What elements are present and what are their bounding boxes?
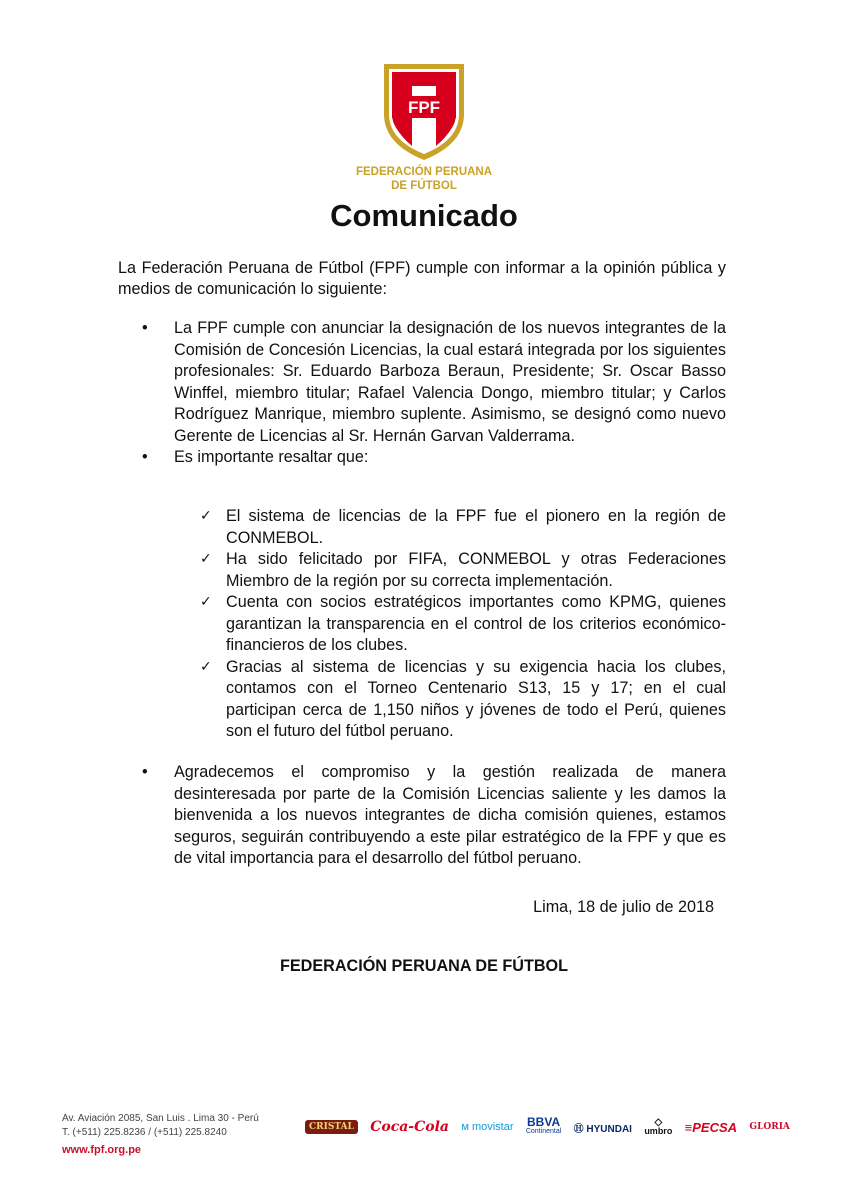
sponsor-bbva-logo [526, 1117, 561, 1137]
check-item-text: Gracias al sistema de licencias y su exigencia hacia los clubes, contamos con el Torneo Centenario S13, 15 y 17; en el cual participan cerca de 1,150 niños y jóvenes de todo el Perú, quienes son el futuro del fútbol peruano. [226, 657, 726, 740]
sponsor-gloria-logo: GLORIA [749, 1122, 790, 1132]
movistar-m-icon: ᴍ [461, 1121, 472, 1133]
bbva-sub-label: Continental [525, 1128, 562, 1135]
sponsor-cocacola-logo: Coca-Cola [370, 1119, 449, 1135]
checkmark-icon: ✓ [200, 658, 212, 675]
list-item [118, 762, 726, 870]
intro-paragraph: La Federación Peruana de Fútbol (FPF) cumple con informar a la opinión pública y medios de comunicación lo siguiente: [118, 259, 726, 298]
movistar-label: movistar [471, 1121, 514, 1133]
list-item [118, 318, 726, 447]
check-item [118, 592, 726, 657]
pecsa-label: PECSA [692, 1119, 738, 1135]
footer-website-link[interactable]: www.fpf.org.pe [62, 1144, 142, 1156]
bbva-label: BBVA [527, 1115, 561, 1129]
checkmark-icon: ✓ [200, 508, 212, 524]
page-title: Comunicado [330, 198, 518, 233]
pecsa-stripes-icon: ≡ [684, 1119, 693, 1135]
umbro-label: umbro [644, 1126, 673, 1136]
checkmark-icon: ✓ [200, 551, 212, 567]
footer-contact [62, 1112, 259, 1157]
bullet-list [118, 318, 726, 469]
footer-address: Av. Aviación 2085, San Luis . Lima 30 - Perú [62, 1113, 259, 1124]
closing-bullet-list [118, 762, 726, 870]
sponsor-logos [305, 1112, 790, 1142]
check-item-text: El sistema de licencias de la FPF fue el pionero en la región de CONMEBOL. [226, 507, 726, 547]
bullet-icon: • [142, 763, 148, 781]
fpf-shield-icon [382, 62, 466, 162]
hyundai-h-icon: Ⓗ [573, 1123, 587, 1135]
umbro-diamond-icon: ◇ [654, 1117, 663, 1128]
check-item-text: Cuenta con socios estratégicos importantes como KPMG, quienes garantizan la transparencia en el control de los criterios económico-financieros de los clubes. [226, 593, 726, 654]
sponsor-cristal-logo: CRISTAL [305, 1120, 358, 1134]
org-name-line1: FEDERACIÓN PERUANA [355, 166, 493, 178]
list-item-text: Agradecemos el compromiso y la gestión realizada de manera desinteresada por parte de la Comisión Licencias saliente y les damos la bienvenida a los nuevos integrantes de dicha comisión quienes, estamos seguros, seguirán contribuyendo a este pilar estratégico de la FPF y que es de vital importancia para el desarrollo del fútbol peruano. [174, 763, 726, 867]
logo-letters: FPF [407, 98, 441, 117]
sponsor-movistar-logo [461, 1121, 513, 1133]
checkmark-icon: ✓ [200, 594, 212, 610]
bullet-icon: • [142, 448, 148, 466]
hyundai-label: HYUNDAI [586, 1123, 632, 1135]
check-item-text: Ha sido felicitado por FIFA, CONMEBOL y otras Federaciones Miembro de la región por su correcta implementación. [226, 550, 726, 590]
sponsor-umbro-logo [644, 1118, 672, 1136]
footer-phone: T. (+511) 225.8236 / (+511) 225.8240 [62, 1127, 227, 1138]
check-list [118, 506, 726, 743]
check-item [118, 506, 726, 549]
fpf-crest-logo [382, 62, 466, 162]
list-item-text: La FPF cumple con anunciar la designación de los nuevos integrantes de la Comisión de Concesión Licencias, la cual estará integrada por los siguientes profesionales: Sr. Eduardo Barboza Beraun, Presidente; Sr. Oscar Basso Winffel, miembro titular; Rafael Valencia Dongo, miembro titular; y Carlos Rodríguez Manrique, miembro suplente. Asimismo, se designó como nuevo Gerente de Licencias al Sr. Hernán Garvan Valderrama. [174, 319, 726, 445]
sponsor-hyundai-logo [574, 1120, 632, 1135]
check-item [118, 657, 726, 743]
org-name-line2: DE FÚTBOL [391, 180, 457, 192]
check-item [118, 549, 726, 592]
sponsor-pecsa-logo [685, 1120, 737, 1135]
document-date: Lima, 18 de julio de 2018 [533, 898, 714, 916]
list-item-text: Es importante resaltar que: [174, 448, 369, 466]
org-name [330, 165, 518, 193]
list-item [118, 447, 726, 469]
signature: FEDERACIÓN PERUANA DE FÚTBOL [279, 957, 569, 975]
bullet-icon: • [142, 319, 148, 337]
